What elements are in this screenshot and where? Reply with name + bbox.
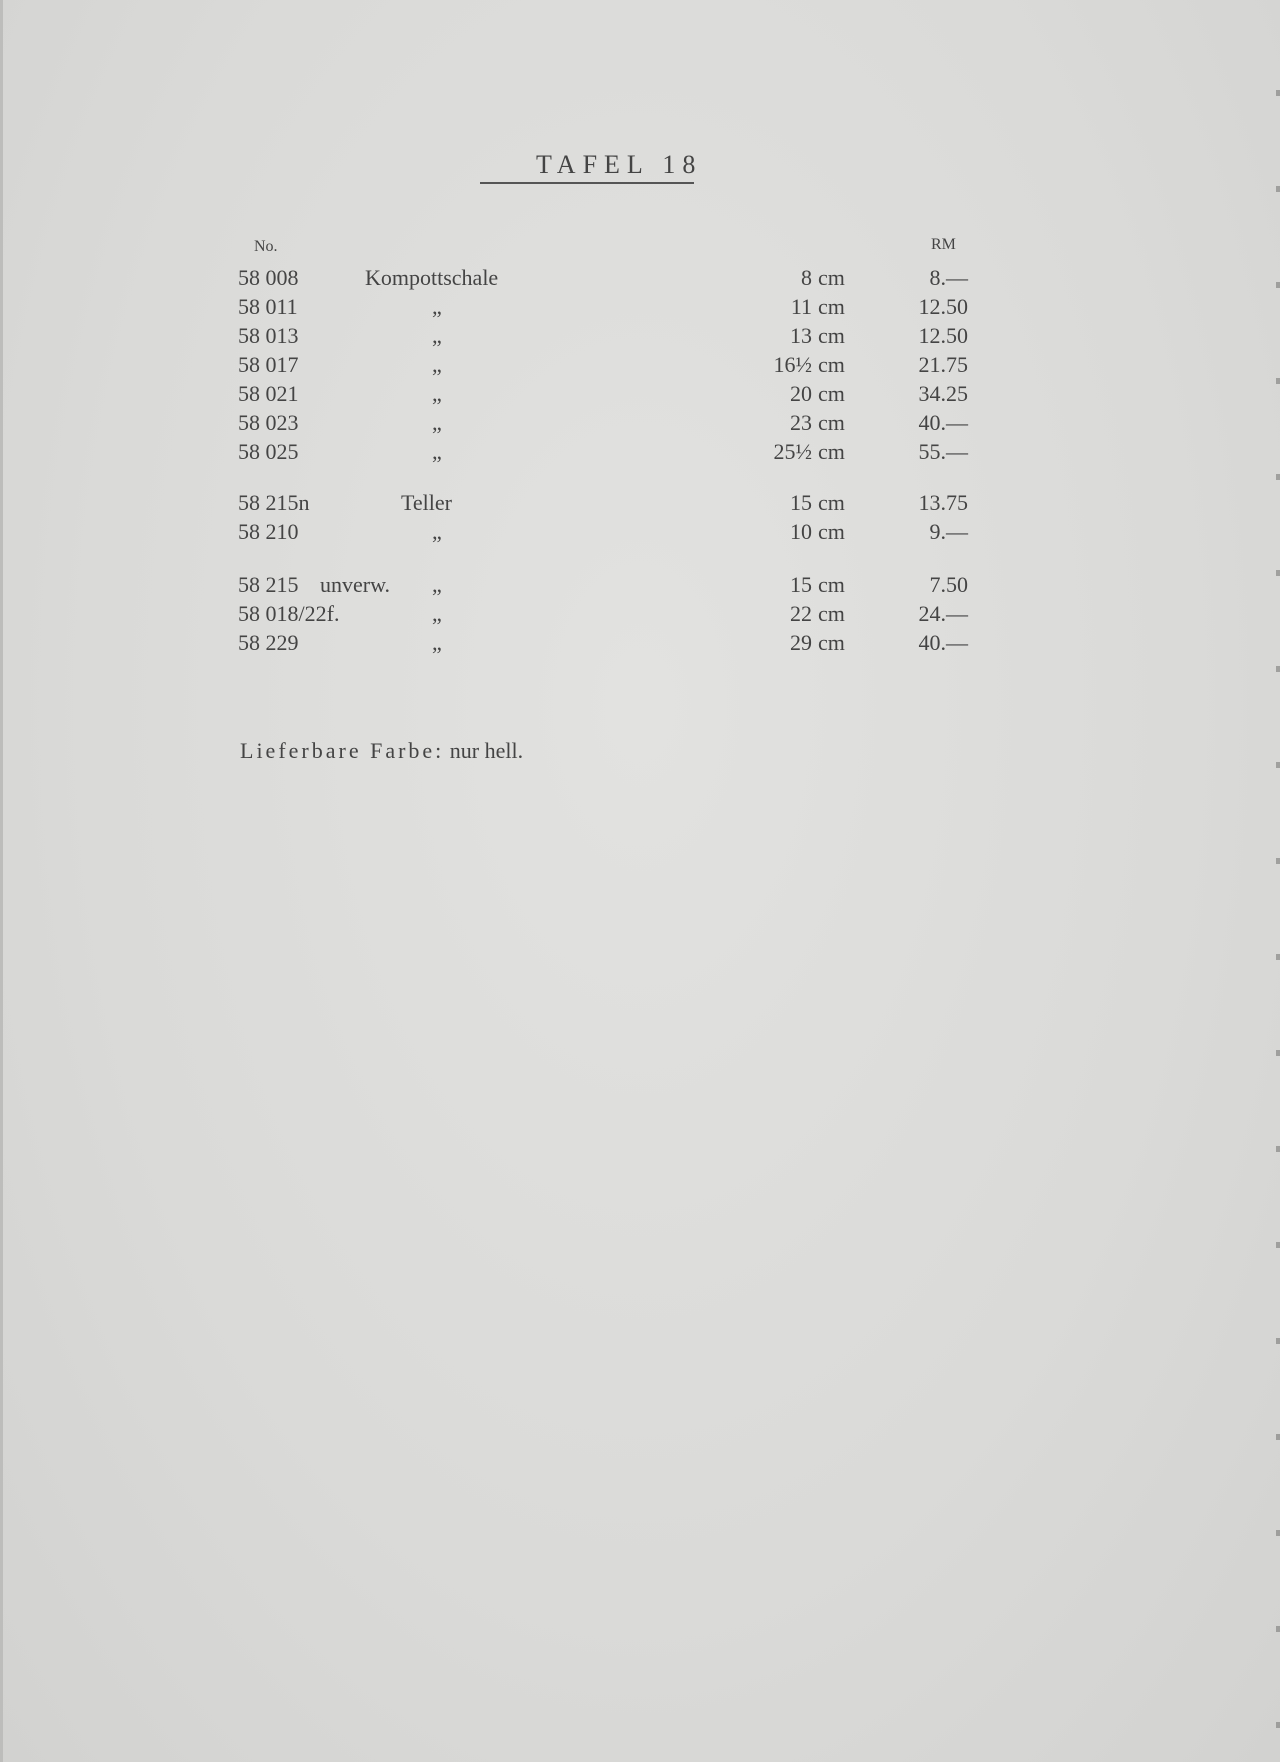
ditto-mark: „ — [432, 630, 442, 655]
ditto-mark: „ — [432, 323, 442, 348]
ditto-mark: „ — [432, 294, 442, 319]
item-number: 58 023 — [238, 410, 299, 435]
column-header-number: No. — [254, 238, 278, 255]
item-size: 16½ — [773, 352, 812, 377]
item-unit: cm — [818, 294, 845, 319]
table-row — [0, 410, 1280, 439]
ditto-mark: „ — [432, 410, 442, 435]
ditto-mark: „ — [432, 601, 442, 626]
ditto-mark: „ — [432, 572, 442, 597]
table-row — [0, 352, 1280, 381]
item-price: 13.75 — [918, 490, 968, 515]
item-size: 11 — [790, 294, 812, 319]
item-size: 29 — [790, 630, 812, 655]
ditto-mark: „ — [432, 519, 442, 544]
table-row — [0, 519, 1280, 548]
item-size: 20 — [790, 381, 812, 406]
item-price: 12.50 — [918, 323, 968, 348]
item-unit: cm — [818, 490, 845, 515]
item-price: 34.25 — [918, 381, 968, 406]
ditto-mark: „ — [432, 439, 442, 464]
available-color-note — [240, 738, 523, 764]
table-row — [0, 323, 1280, 352]
table-row — [0, 265, 1280, 294]
available-color-label: Lieferbare Farbe: — [240, 738, 445, 763]
table-row — [0, 490, 1280, 519]
item-size: 15 — [790, 490, 812, 515]
table-row — [0, 439, 1280, 468]
item-price: 40.— — [918, 410, 968, 435]
column-header-currency: RM — [931, 236, 956, 253]
item-price: 21.75 — [918, 352, 968, 377]
title-underline — [480, 182, 694, 184]
item-price: 9.— — [929, 519, 968, 544]
item-price: 7.50 — [929, 572, 968, 597]
item-number: 58 229 — [238, 630, 299, 655]
item-price: 24.— — [918, 601, 968, 626]
page-title-text: TAFEL 18 — [536, 150, 703, 179]
item-unit: cm — [818, 601, 845, 626]
item-price: 12.50 — [918, 294, 968, 319]
item-unit: cm — [818, 572, 845, 597]
item-size: 25½ — [773, 439, 812, 464]
item-unit: cm — [818, 410, 845, 435]
item-number: 58 008 — [238, 265, 299, 290]
item-number: 58 021 — [238, 381, 299, 406]
item-number: 58 210 — [238, 519, 299, 544]
item-unit: cm — [818, 630, 845, 655]
table-row — [0, 572, 1280, 601]
item-price: 8.— — [929, 265, 968, 290]
item-unit: cm — [818, 381, 845, 406]
item-unit: cm — [818, 352, 845, 377]
item-number: 58 018/22f. — [238, 601, 340, 626]
item-number: 58 215 — [238, 572, 299, 597]
item-unit: cm — [818, 265, 845, 290]
item-size: 10 — [790, 519, 812, 544]
item-unit: cm — [818, 323, 845, 348]
item-size: 8 — [801, 265, 812, 290]
item-number: 58 215n — [238, 490, 310, 515]
item-number: 58 013 — [238, 323, 299, 348]
ditto-mark: „ — [432, 381, 442, 406]
item-number: 58 011 — [238, 294, 298, 319]
ditto-mark: „ — [432, 352, 442, 377]
table-row — [0, 294, 1280, 323]
item-size: 22 — [790, 601, 812, 626]
item-number: 58 025 — [238, 439, 299, 464]
item-unit: cm — [818, 519, 845, 544]
item-unit: cm — [818, 439, 845, 464]
item-price: 40.— — [918, 630, 968, 655]
available-color-value: nur hell. — [449, 738, 524, 763]
item-size: 23 — [790, 410, 812, 435]
table-row — [0, 630, 1280, 659]
page-title — [480, 148, 703, 188]
item-description: Teller — [401, 490, 452, 515]
table-row — [0, 601, 1280, 630]
item-price: 55.— — [918, 439, 968, 464]
table-row — [0, 381, 1280, 410]
item-size: 13 — [790, 323, 812, 348]
item-size: 15 — [790, 572, 812, 597]
item-number: 58 017 — [238, 352, 299, 377]
item-description: Kompottschale — [365, 265, 499, 290]
item-prefix: unverw. — [320, 572, 391, 597]
